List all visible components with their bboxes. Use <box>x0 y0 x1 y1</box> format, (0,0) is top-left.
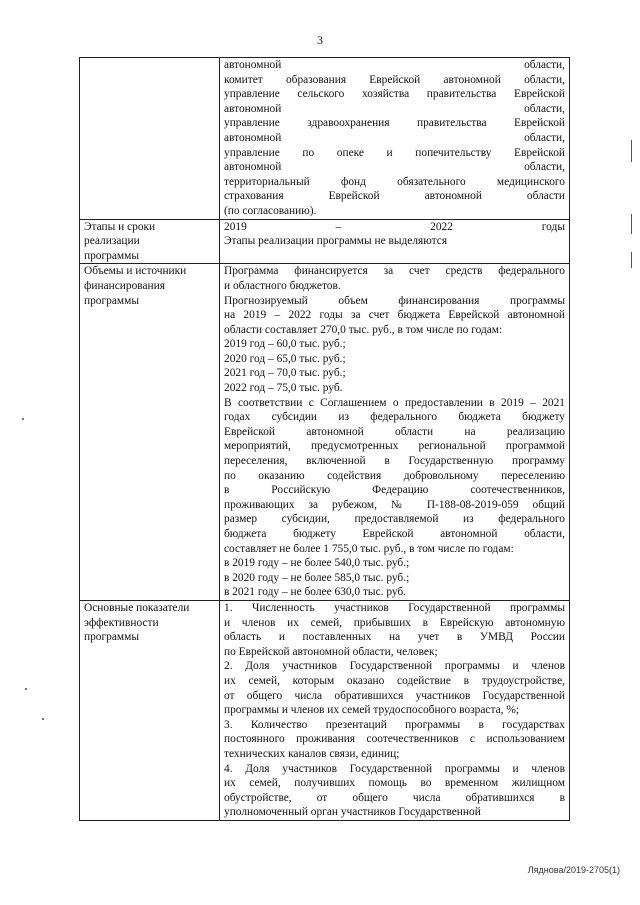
row-content-cell <box>220 219 570 264</box>
row-content-line: в 2020 году – не более 585,0 тыс. руб.; <box>224 571 410 584</box>
row-content-line: (по согласованию). <box>224 204 317 217</box>
document-code: Ляднова/2019-2705(1) <box>527 865 620 875</box>
row-content-line: 1. Численность участников Государственной программы <box>224 601 565 614</box>
row-content-line: составляет не более 1 755,0 тыс. руб., в том числе по годам: <box>224 542 514 555</box>
row-label-line: программы <box>84 631 139 644</box>
scan-margin-mark <box>631 140 632 162</box>
program-passport-table <box>79 57 570 821</box>
row-content-line: в 2019 году – не более 540,0 тыс. руб.; <box>224 557 410 570</box>
row-label-line: Этапы и сроки <box>84 220 156 233</box>
table-row <box>80 264 570 601</box>
row-content-line: бюджета бюджету Еврейской автономной области, <box>224 528 565 540</box>
row-content-line: мероприятий, предусмотренных региональной программой <box>224 440 565 453</box>
table-body <box>80 58 570 821</box>
row-content-line: комитет образования Еврейской автономной области, <box>224 73 565 86</box>
row-content-line: и областного бюджетов. <box>224 279 341 292</box>
row-content-cell <box>220 58 570 220</box>
scan-speck <box>42 718 44 720</box>
row-content-line: по оказанию содействия добровольному переселению <box>224 469 565 482</box>
page-number: 3 <box>317 33 323 47</box>
row-label-cell <box>80 219 220 264</box>
scan-speck <box>25 688 27 690</box>
row-content-line: 2020 год – 65,0 тыс. руб.; <box>224 352 346 365</box>
row-content-line: их семей, которым оказано содействие в трудоустройстве, <box>224 674 565 687</box>
row-content-line: автономной области, <box>224 161 565 174</box>
scan-margin-mark <box>631 214 632 234</box>
row-content-line: по Еврейской автономной области, человек; <box>224 645 438 658</box>
row-content-line: 2021 год – 70,0 тыс. руб.; <box>224 367 346 380</box>
row-content-line: 2022 год – 75,0 тыс. руб. <box>224 382 343 395</box>
row-content-line: автономной области, <box>224 131 565 144</box>
row-label-line: Основные показатели <box>84 601 190 614</box>
row-content-line: на 2019 – 2022 годы за счет бюджета Еврейской автономной <box>224 309 565 322</box>
scan-margin-mark <box>631 252 632 268</box>
row-content-line: управление здравоохранения правительства Еврейской <box>224 117 565 130</box>
row-content-line: переселения, включенной в Государственную программу <box>224 455 565 468</box>
row-content-line: автономной области, <box>224 59 565 71</box>
row-label-line: программы <box>84 294 139 307</box>
table-row <box>80 219 570 264</box>
row-label-cell <box>80 58 220 220</box>
row-content-line: область и поставленных на учет в УМВД России <box>224 631 565 644</box>
row-content-line: и членов их семей, прибывших в Еврейскую автономную <box>224 616 565 629</box>
row-content-line: территориальный фонд обязательного медицинского <box>224 175 565 188</box>
row-content-line: области составляет 270,0 тыс. руб., в том числе по годам: <box>224 323 503 336</box>
row-content-line: от общего числа обратившихся участников Государственной <box>224 689 565 702</box>
row-content-line: их семей, получивших помощь во временном жилищном <box>224 777 565 790</box>
row-content-line: Программа финансируется за счет средств федерального <box>224 265 565 278</box>
row-content-line: технических каналов связи, единиц; <box>224 747 400 760</box>
row-label-line: программы <box>84 249 139 262</box>
row-content-line: 4. Доля участников Государственной программы и членов <box>224 762 565 775</box>
table-row <box>80 600 570 820</box>
row-content-line: Еврейской автономной области на реализацию <box>224 425 565 438</box>
row-label-cell <box>80 264 220 601</box>
row-content-line: постоянного проживания соотечественников с использованием <box>224 733 565 746</box>
row-content-line: в 2021 году – не более 630,0 тыс. руб. <box>224 586 407 599</box>
row-content-line: 3. Количество презентаций программы в государствах <box>224 718 565 731</box>
table-row <box>80 58 570 220</box>
row-label-cell <box>80 600 220 820</box>
row-content-line: уполномоченный орган участников Государственной <box>224 806 481 819</box>
row-content-line: обустройстве, от общего числа обратившихся в <box>224 791 565 804</box>
row-content-line: 2019 год – 60,0 тыс. руб.; <box>224 338 346 351</box>
row-content-line: в Российскую Федерацию соотечественников, <box>224 484 565 497</box>
row-content-line: Этапы реализации программы не выделяются <box>224 235 448 248</box>
row-content-line: размер субсидии, предоставляемой из федерального <box>224 513 565 526</box>
row-label-line: реализации <box>84 235 140 248</box>
row-label-line: Объемы и источники <box>84 265 187 278</box>
row-content-line: управление по опеке и попечительству Еврейской <box>224 146 565 159</box>
row-content-line: Прогнозируемый объем финансирования программы <box>224 294 565 307</box>
row-content-line: страхования Еврейской автономной области <box>224 190 565 203</box>
row-content-line: В соответствии с Соглашением о предоставлении в 2019 – 2021 <box>224 396 565 409</box>
row-label-line: эффективности <box>84 616 159 629</box>
row-content-line: проживающих за рубежом, № П-188-08-2019-059 общий <box>224 498 565 511</box>
row-content-cell <box>220 264 570 601</box>
row-content-line: программы и членов их семей трудоспособного возраста, %; <box>224 704 519 717</box>
row-content-line: управление сельского хозяйства правительства Еврейской <box>224 88 565 101</box>
scan-speck <box>22 418 24 420</box>
row-content-line: 2. Доля участников Государственной программы и членов <box>224 660 565 673</box>
row-content-line: годах субсидии из федерального бюджета бюджету <box>224 411 565 424</box>
row-content-cell <box>220 600 570 820</box>
row-content-line: 2019 – 2022 годы <box>224 220 565 233</box>
row-label-line: финансирования <box>84 279 165 292</box>
row-content-line: автономной области, <box>224 102 565 115</box>
